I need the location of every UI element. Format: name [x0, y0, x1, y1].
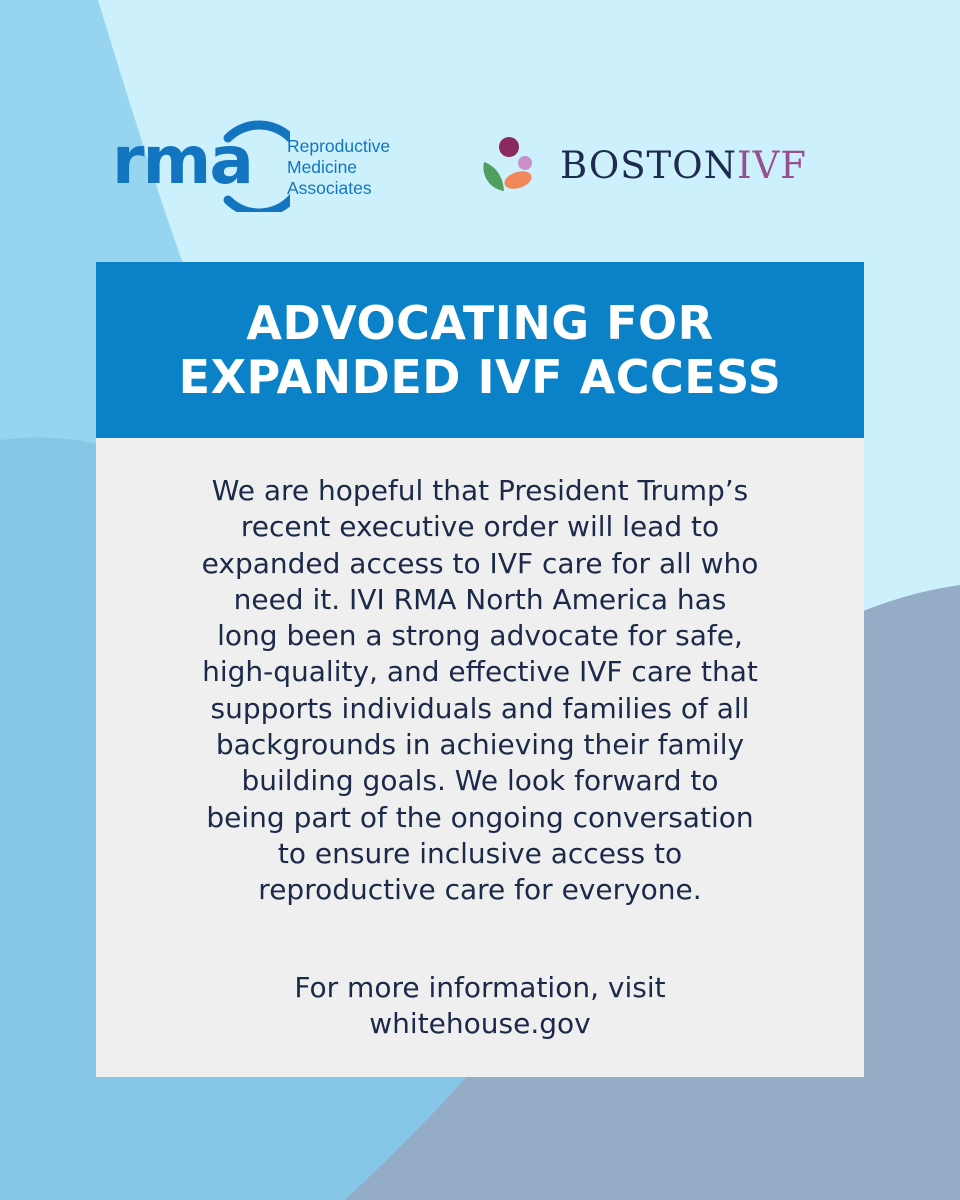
statement-line: recent executive order will lead to [240, 510, 720, 544]
more-info-url: whitehouse.gov [369, 1007, 591, 1041]
ivf-word-part: IVF [736, 144, 807, 187]
boston-ivf-wordmark [560, 142, 807, 190]
statement-line: need it. IVI RMA North America has [233, 582, 727, 616]
statement-line: being part of the ongoing conversation [206, 800, 754, 834]
statement-line: high-quality, and effective IVF care that [202, 655, 758, 689]
boston-word-part: BOSTON [560, 144, 737, 187]
statement-line: reproductive care for everyone. [258, 873, 702, 907]
announcement-card [96, 262, 864, 1077]
headline-line: EXPANDED IVF ACCESS [178, 350, 782, 404]
statement-line: long been a strong advocate for safe, [217, 619, 743, 653]
more-info-text [96, 970, 864, 1043]
more-info-line: For more information, visit [294, 971, 666, 1004]
rma-wordmark: rma [112, 122, 252, 199]
headline-line: ADVOCATING FOR [246, 296, 714, 350]
card-body [96, 438, 864, 1077]
boston-ivf-logo [478, 136, 848, 196]
headline [179, 296, 782, 404]
statement-line: building goals. We look forward to [241, 764, 719, 798]
statement-line: to ensure inclusive access to [277, 836, 683, 870]
statement-line: supports individuals and families of all [210, 691, 750, 725]
statement-line: expanded access to IVF care for all who [201, 546, 759, 580]
rma-subtitle-line: Medicine [287, 157, 358, 177]
rma-logo [110, 120, 430, 212]
statement-line: We are hopeful that President Trump’s [211, 474, 749, 507]
rma-subtitle-line: Associates [287, 178, 372, 198]
statement-paragraph [96, 473, 864, 909]
card-header [96, 262, 864, 438]
statement-line: backgrounds in achieving their family [215, 728, 745, 762]
rma-subtitle [287, 136, 390, 199]
rma-subtitle-line: Reproductive [287, 136, 391, 156]
boston-ivf-petals-icon [478, 136, 538, 196]
